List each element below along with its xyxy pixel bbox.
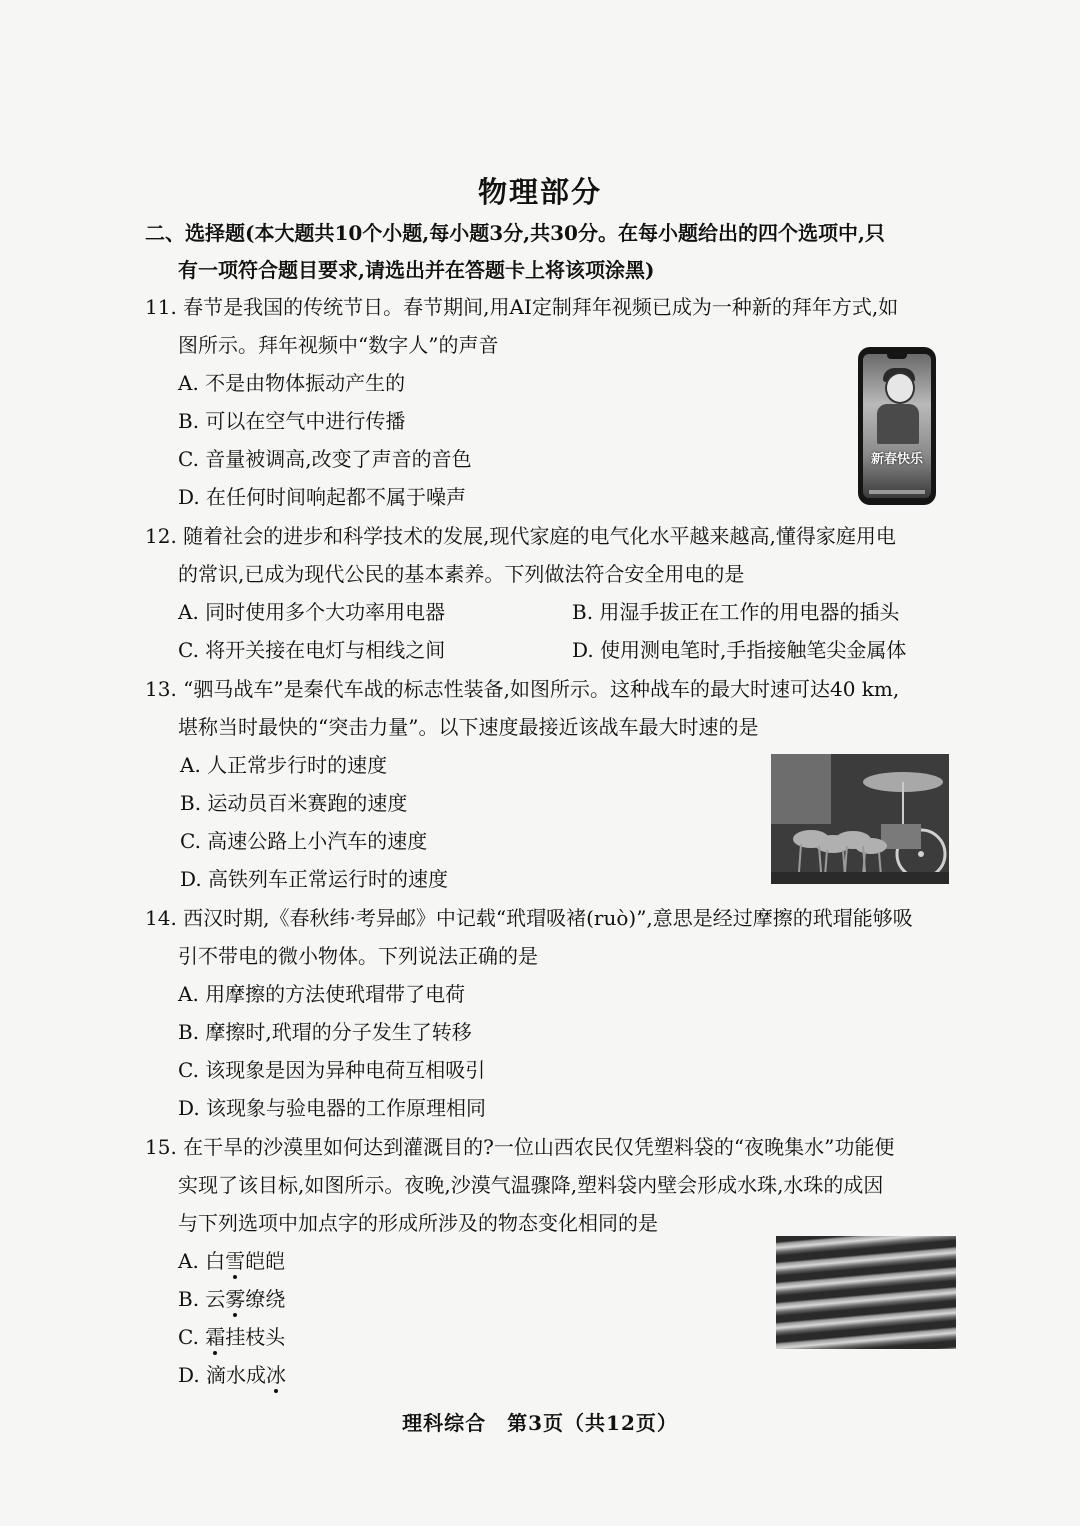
q15-option-b bbox=[178, 1285, 285, 1313]
q12-option-a: A. 同时使用多个大功率用电器 bbox=[178, 600, 446, 624]
q15-option-b-dotted-char: 雾 bbox=[225, 1287, 246, 1311]
q14-option-c: C. 该现象是因为异种电荷互相吸引 bbox=[178, 1058, 486, 1082]
section-heading-line2: 有一项符合题目要求,请选出并在答题卡上将该项涂黑) bbox=[178, 258, 655, 282]
page-title: 物理部分 bbox=[477, 175, 602, 209]
q12-option-c: C. 将开关接在电灯与相线之间 bbox=[178, 638, 446, 662]
q15-stem-line2: 实现了该目标,如图所示。夜晚,沙漠气温骤降,塑料袋内壁会形成水珠,水珠的成因 bbox=[178, 1173, 884, 1197]
q12-stem-line1: 12. 随着社会的进步和科学技术的发展,现代家庭的电气化水平越来越高,懂得家庭用电 bbox=[145, 524, 896, 548]
q15-option-d bbox=[178, 1361, 286, 1389]
q15-plastic-bags-photo bbox=[776, 1236, 956, 1349]
q14-stem-line1: 14. 西汉时期,《春秋纬·考异邮》中记载“玳瑁吸褚(ruò)”,意思是经过摩擦的玳瑁能够吸 bbox=[145, 906, 913, 930]
q15-option-b-prefix: B. 云 bbox=[178, 1287, 226, 1311]
q14-stem-line2: 引不带电的微小物体。下列说法正确的是 bbox=[178, 944, 538, 968]
q15-option-d-prefix: D. 滴水成 bbox=[178, 1363, 267, 1387]
q11-stem-line1: 11. 春节是我国的传统节日。春节期间,用AI定制拜年视频已成为一种新的拜年方式,如 bbox=[145, 295, 899, 319]
q15-option-a-dotted-char: 雪 bbox=[225, 1249, 246, 1273]
q11-option-d: D. 在任何时间响起都不属于噪声 bbox=[178, 485, 467, 509]
q15-option-c-dotted-char: 霜 bbox=[205, 1325, 226, 1349]
q11-stem-line2: 图所示。拜年视频中“数字人”的声音 bbox=[178, 333, 499, 357]
chariot-drawing bbox=[771, 754, 949, 884]
child-face bbox=[885, 372, 915, 404]
q15-option-d-dotted-char: 冰 bbox=[266, 1363, 287, 1387]
q13-stem-line2: 堪称当时最快的“突击力量”。以下速度最接近该战车最大时速的是 bbox=[178, 715, 759, 739]
q13-option-b: B. 运动员百米赛跑的速度 bbox=[180, 791, 408, 815]
q12-option-b: B. 用湿手拔正在工作的用电器的插头 bbox=[572, 600, 900, 624]
q11-option-a: A. 不是由物体振动产生的 bbox=[178, 371, 406, 395]
q14-option-b: B. 摩擦时,玳瑁的分子发生了转移 bbox=[178, 1020, 472, 1044]
q15-stem-line3: 与下列选项中加点字的形成所涉及的物态变化相同的是 bbox=[178, 1211, 658, 1235]
q11-option-c: C. 音量被调高,改变了声音的音色 bbox=[178, 447, 472, 471]
phone-greeting-text: 新春快乐 bbox=[870, 452, 923, 467]
q11-phone-figure bbox=[858, 347, 936, 505]
q14-option-a: A. 用摩擦的方法使玳瑁带了电荷 bbox=[178, 982, 466, 1006]
q15-option-c bbox=[178, 1323, 285, 1351]
q15-stem-line1: 15. 在干旱的沙漠里如何达到灌溉目的?一位山西农民仅凭塑料袋的“夜晚集水”功能便 bbox=[145, 1135, 895, 1159]
q15-option-c-suffix: 挂枝头 bbox=[225, 1325, 286, 1349]
q15-option-c-prefix: C. bbox=[178, 1325, 206, 1349]
q15-option-a-suffix: 皑皑 bbox=[245, 1249, 286, 1273]
q13-option-d: D. 高铁列车正常运行时的速度 bbox=[180, 867, 449, 891]
q15-option-a-prefix: A. 白 bbox=[178, 1249, 226, 1273]
q11-option-b: B. 可以在空气中进行传播 bbox=[178, 409, 406, 433]
q15-option-b-suffix: 缭绕 bbox=[245, 1287, 286, 1311]
q13-chariot-photo bbox=[771, 754, 949, 884]
child-body bbox=[877, 404, 919, 444]
q13-stem-line1: 13. “驷马战车”是秦代车战的标志性装备,如图所示。这种战车的最大时速可达40 km, bbox=[145, 677, 900, 701]
q14-option-d: D. 该现象与验电器的工作原理相同 bbox=[178, 1096, 487, 1120]
phone-screen bbox=[863, 354, 931, 498]
q12-stem-line2: 的常识,已成为现代公民的基本素养。下列做法符合安全用电的是 bbox=[178, 562, 745, 586]
q12-option-d: D. 使用测电笔时,手指接触笔尖金属体 bbox=[572, 638, 907, 662]
section-heading-line1: 二、选择题(本大题共10个小题,每小题3分,共30分。在每小题给出的四个选项中,只 bbox=[145, 221, 885, 245]
q13-option-c: C. 高速公路上小汽车的速度 bbox=[180, 829, 428, 853]
q15-option-a bbox=[178, 1247, 285, 1275]
page-footer: 理科综合 第3页（共12页） bbox=[402, 1411, 678, 1435]
q13-option-a: A. 人正常步行时的速度 bbox=[180, 753, 388, 777]
